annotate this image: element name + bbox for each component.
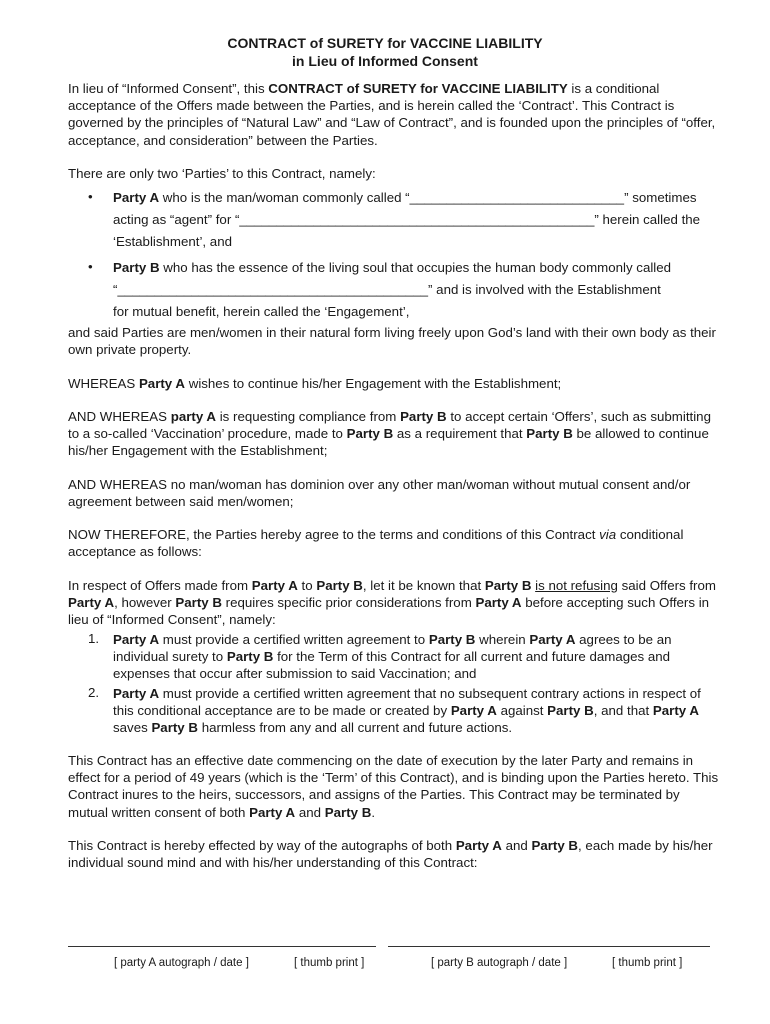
item-number: 1. [88, 631, 100, 646]
party-b-line-3: for mutual benefit, herein called the ‘Engagement’, [113, 304, 410, 319]
blank-party-a-name: _____________________________ [409, 190, 625, 205]
bullet: • [88, 259, 93, 274]
party-b-autograph-label: [ party B autograph / date ] [431, 957, 568, 969]
whereas-3: AND WHEREAS no man/woman has dominion over any other man/woman without mutual consent and/or agreement between said men/women; [68, 477, 691, 510]
contract-name: CONTRACT of SURETY for VACCINE LIABILITY [268, 81, 568, 96]
item-number: 2. [88, 685, 100, 700]
effected-paragraph: This Contract is hereby effected by way of the autographs of both Party A and Party B, each made by his/her individual sound mind and with his/her understanding of this Contract: [68, 838, 713, 871]
party-b-signature-line [388, 946, 710, 947]
party-a-signature-line [68, 946, 376, 947]
party-a-line-3: ‘Establishment’, and [113, 234, 232, 249]
parties-intro: There are only two ‘Parties’ to this Contract, namely: [68, 166, 376, 181]
party-a-line-1: Party A who is the man/woman commonly called “_____________________________” sometimes [113, 190, 697, 205]
effective-date-paragraph: This Contract has an effective date commencing on the date of execution by the later Party and remains in effect for a period of 49 years (which is the ‘Term’ of this Contract), and is binding upon the Parties hereto. This Contract inures to the heirs, successors, and assigns of the Parties. This Contract may be terminated by mutual written consent of both Party A and Party B. [68, 753, 719, 820]
offers-paragraph: In respect of Offers made from Party A to Party B, let it be known that Party B is not refusing said Offers from Party A, however Party B requires specific prior considerations from Party A before accepting such Offers in lieu of “Informed Consent”, namely: [68, 578, 716, 628]
party-a-autograph-label: [ party A autograph / date ] [114, 957, 249, 969]
intro-paragraph: In lieu of “Informed Consent”, this CONTRACT of SURETY for VACCINE LIABILITY is a conditional acceptance of the Offers made between the Parties, and is herein called the ‘Contract’. This Contract is governed by the principles of “Natural Law” and “Law of Contract”, and is founded upon the principles of “offer, acceptance, and consideration” between the Parties. [68, 81, 716, 148]
item-2-text: Party A must provide a certified written agreement that no subsequent contrary actions in respect of this conditional acceptance are to be made or created by Party A against Party B, and that Party A saves Party B harmless from any and all current and future actions. [113, 686, 701, 736]
party-b-line-2: “__________________________________________” and is involved with the Establishment [113, 282, 661, 297]
document-title: CONTRACT of SURETY for VACCINE LIABILITY [227, 35, 543, 51]
party-a-thumbprint-label: [ thumb print ] [294, 957, 365, 969]
party-a-line-2: acting as “agent” for “________________________________________________” herein called the [113, 212, 701, 227]
party-b-line-1: Party B who has the essence of the living soul that occupies the human body commonly called [113, 260, 672, 275]
blank-party-b-name: __________________________________________ [117, 282, 429, 297]
party-b-thumbprint-label: [ thumb print ] [612, 957, 683, 969]
whereas-1: WHEREAS Party A wishes to continue his/her Engagement with the Establishment; [68, 376, 562, 391]
blank-agent-for: ________________________________________________ [239, 212, 595, 227]
now-therefore: NOW THEREFORE, the Parties hereby agree to the terms and conditions of this Contract via conditional acceptance as follows: [68, 527, 684, 560]
item-1-text: Party A must provide a certified written agreement to Party B wherein Party A agrees to be an individual surety to Party B for the Term of this Contract for all current and future damages and expenses that occur after submission to said Vaccination; and [113, 632, 672, 682]
bullet: • [88, 189, 93, 204]
parties-close: and said Parties are men/women in their natural form living freely upon God’s land with their own body as their own private property. [68, 325, 716, 358]
whereas-2: AND WHEREAS party A is requesting compliance from Party B to accept certain ‘Offers’, such as submitting to a so-called ‘Vaccination’ procedure, made to Party B as a requirement that Party B be allowed to continue his/her Engagement with the Establishment; [68, 409, 711, 459]
document-subtitle: in Lieu of Informed Consent [292, 53, 478, 69]
underlined-phrase: is not refusing [535, 578, 618, 593]
